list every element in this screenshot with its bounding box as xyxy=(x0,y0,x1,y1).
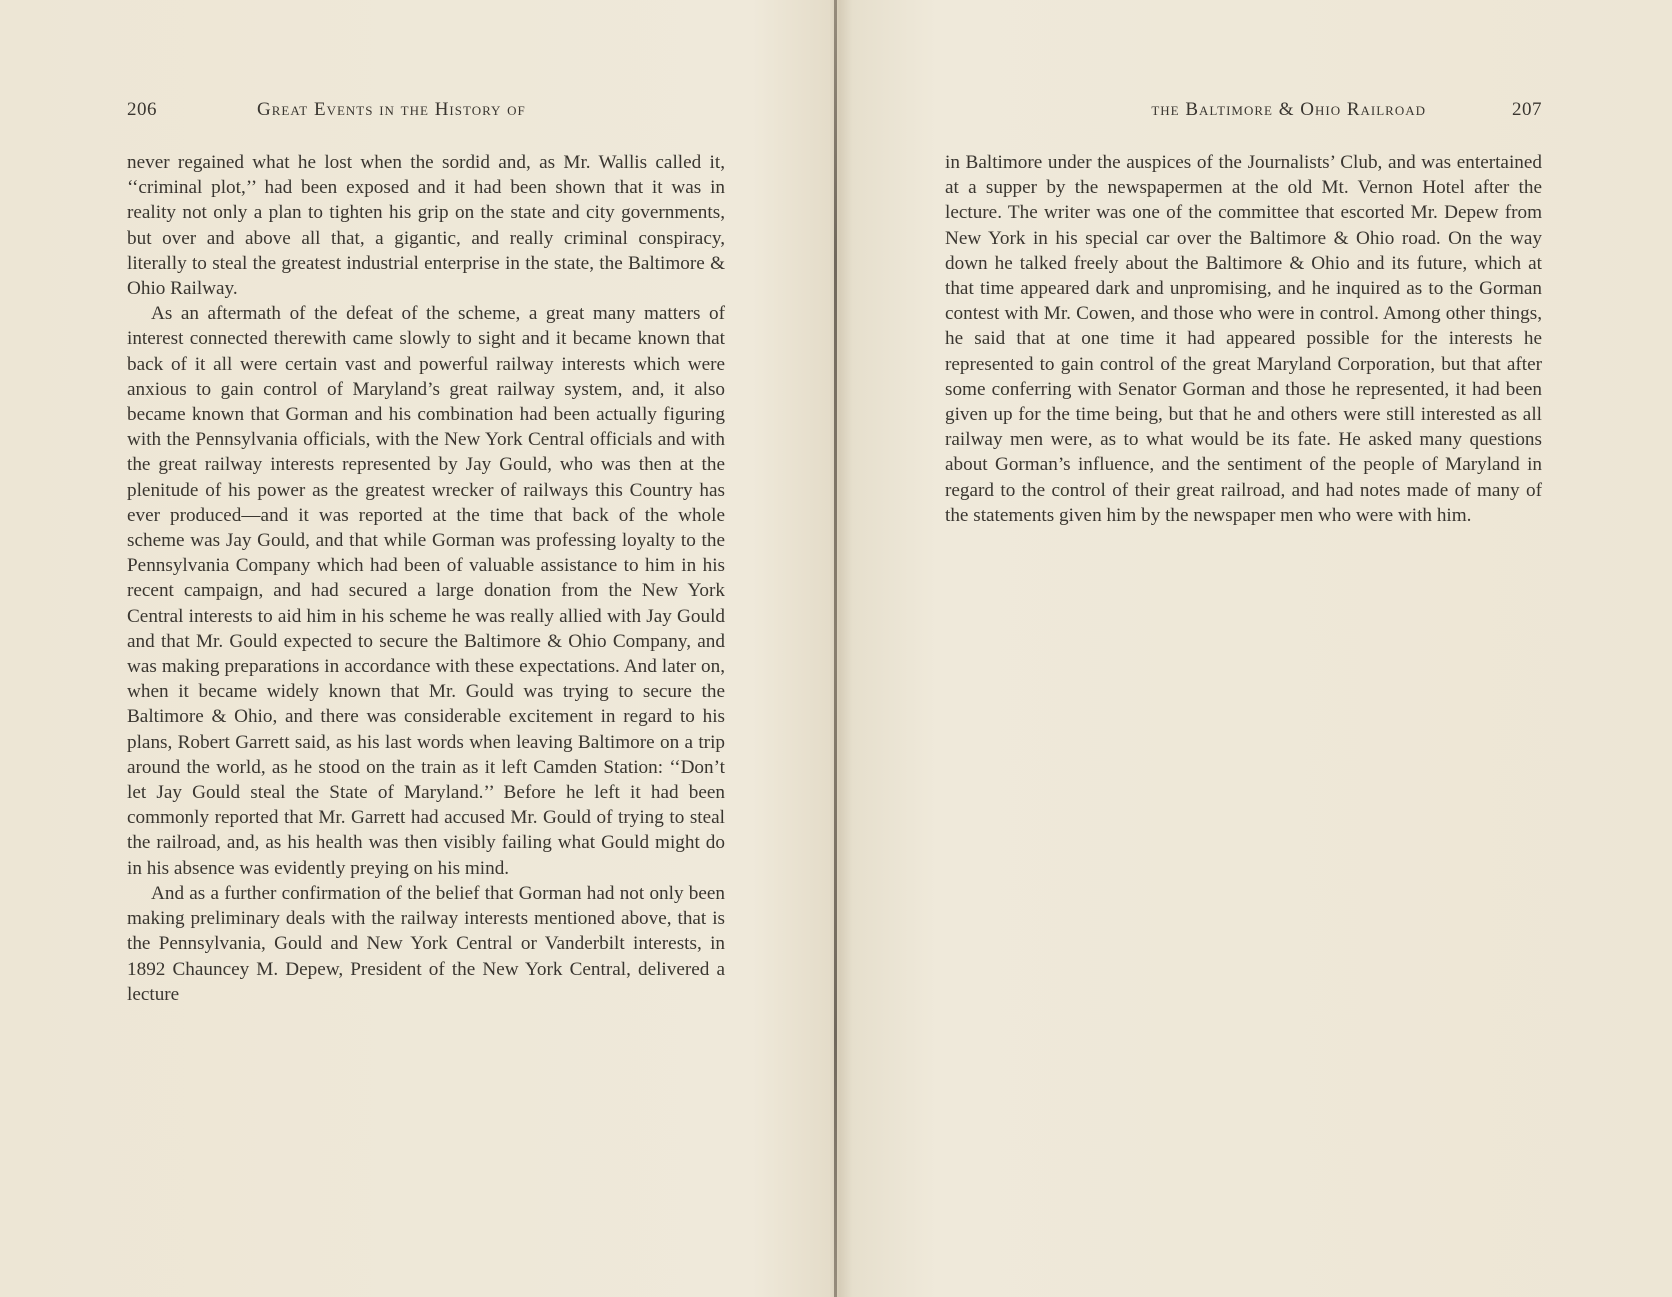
right-page-number: 207 xyxy=(1512,99,1542,120)
left-paragraph-3: And as a further confirmation of the belief that Gorman had not only been making preliminary deals with the railway interests mentioned above, that is the Pennsylvania, Gould and New York Central or Vanderbilt interests, in 1892 Chauncey M. Depew, President of the New York Central, delivered a lecture xyxy=(127,882,725,1005)
left-body-text xyxy=(127,150,725,1007)
right-paragraph-1: in Baltimore under the auspices of the Journalists’ Club, and was entertained at a supper by the newspapermen at the old Mt. Vernon Hotel after the lecture. The writer was one of the committee that escorted Mr. Depew from New York in his special car over the Baltimore & Ohio road. On the way down he talked freely about the Baltimore & Ohio and its future, which at that time appeared dark and unpromising, and he inquired as to the Gorman contest with Mr. Cowen, and those who were in control. Among other things, he said that at one time it had appeared possible for the interests he represented to gain control of the great Maryland Corporation, but that after some conferring with Senator Gorman and those he represented, it had been given up for the time being, but that he and others were still interested as all railway men were, as to what would be its fate. He asked many questions about Gorman’s influence, and the sentiment of the people of Maryland in regard to the control of their great railroad, and had notes made of many of the statements given him by the newspaper men who were with him. xyxy=(945,152,1542,526)
right-page xyxy=(945,0,1542,1297)
left-paragraph-2: As an aftermath of the defeat of the scheme, a great many matters of interest connected therewith came slowly to sight and it became known that back of it all were certain vast and powerful railway interests which were anxious to gain control of Maryland’s great railway system, and, it also became known that Gorman and his combination had been actually figuring with the Pennsylvania officials, with the New York Central officials and with the great railway interests represented by Jay Gould, who was then at the plenitude of his power as the greatest wrecker of railways this Country has ever produced—and it was reported at the time that back of the whole scheme was Jay Gould, and that while Gorman was professing loyalty to the Pennsylvania Company which had been of valuable assistance to him in his recent campaign, and had secured a large donation from the New York Central interests to aid him in his scheme he was really allied with Jay Gould and that Mr. Gould expected to secure the Baltimore & Ohio Company, and was making preparations in accordance with these expectations. And later on, when it became widely known that Mr. Gould was trying to secure the Baltimore & Ohio, and there was considerable excitement in regard to his plans, Robert Garrett said, as his last words when leaving Baltimore on a trip around the world, as he stood on the train as it left Camden Station: ‘‘Don’t let Jay Gould steal the State of Maryland.’’ Before he left it had been commonly reported that Mr. Garrett had accused Mr. Gould of trying to steal the railroad, and, as his health was then visibly failing what Gould might do in his absence was evidently preying on his mind. xyxy=(127,303,725,879)
right-running-head xyxy=(945,98,1542,122)
left-running-title: Great Events in the History of xyxy=(257,99,526,120)
left-page xyxy=(127,0,725,1297)
left-page-number: 206 xyxy=(127,99,157,120)
left-paragraph-1: never regained what he lost when the sordid and, as Mr. Wallis called it, ‘‘criminal plot,’’ had been exposed and it had been shown that it was in reality not only a plan to tighten his grip on the state and city governments, but over and above all that, a gigantic, and really criminal conspiracy, literally to steal the greatest industrial enterprise in the state, the Baltimore & Ohio Railway. xyxy=(127,152,725,300)
left-running-head xyxy=(127,98,725,122)
right-running-title: the Baltimore & Ohio Railroad xyxy=(1151,99,1426,120)
right-body-text xyxy=(945,150,1542,528)
book-gutter xyxy=(834,0,837,1297)
